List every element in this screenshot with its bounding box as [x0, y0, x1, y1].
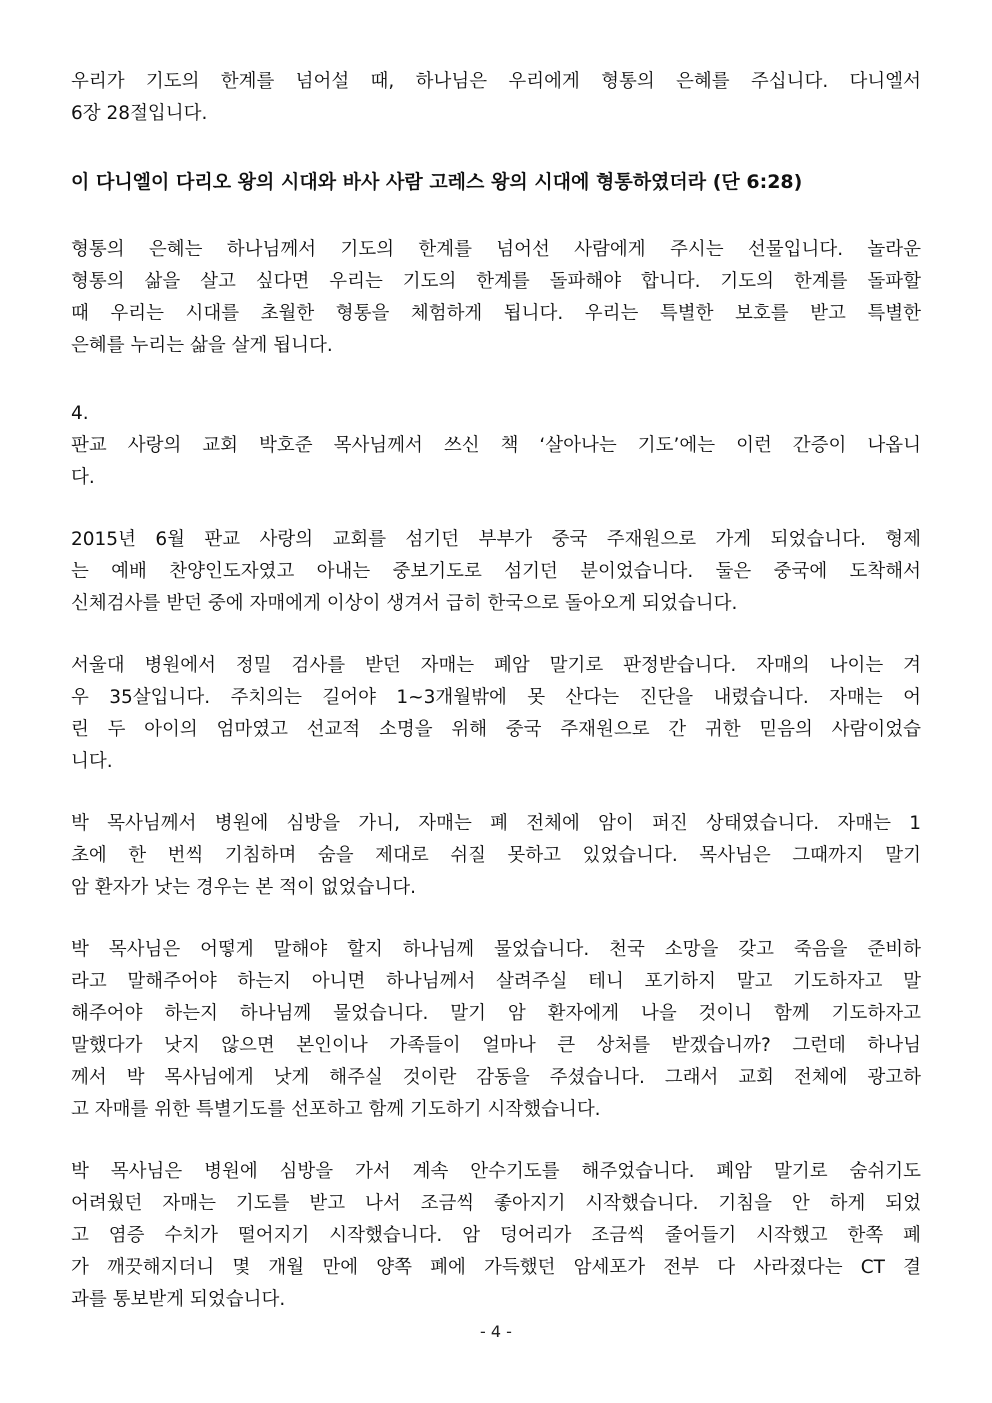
paragraph-couple	[71, 524, 921, 620]
paragraph-book-reference	[71, 430, 921, 494]
text-line: 2015년 6월 판교 사랑의 교회를 섬기던 부부가 중국 주재원으로 가게 되었습니다. 형제	[71, 529, 921, 550]
paragraph-grace	[71, 234, 921, 362]
text-line: 께서 박 목사님에게 낫게 해주실 것이란 감동을 주셨습니다. 그래서 교회 전체에 광고하	[71, 1067, 921, 1088]
text-line: 박 목사님은 병원에 심방을 가서 계속 안수기도를 해주었습니다. 폐암 말기로 숨쉬기도	[71, 1161, 921, 1182]
text-line: 말했다가 낫지 않으면 본인이나 가족들이 얼마나 큰 상처를 받겠습니까? 그런데 하나님	[71, 1035, 921, 1056]
text-line: 때 우리는 시대를 초월한 형통을 체험하게 됩니다. 우리는 특별한 보호를 받고 특별한	[71, 303, 921, 324]
text-line: 형통의 은혜는 하나님께서 기도의 한계를 넘어선 사람에게 주시는 선물입니다. 놀라운	[71, 239, 921, 260]
paragraph-visit	[71, 808, 921, 904]
document-page	[71, 66, 921, 1316]
text-line: 박 목사님은 어떻게 말해야 할지 하나님께 물었습니다. 천국 소망을 갖고 죽음을 준비하	[71, 939, 921, 960]
text-line: 린 두 아이의 엄마였고 선교적 소명을 위해 중국 주재원으로 간 귀한 믿음의 사람이었습	[71, 719, 921, 740]
paragraph-intro	[71, 66, 921, 130]
text-line: 6장 28절입니다.	[71, 103, 208, 124]
text-line: 니다.	[71, 751, 113, 772]
paragraph-diagnosis	[71, 650, 921, 778]
text-line: 우리가 기도의 한계를 넘어설 때, 하나님은 우리에게 형통의 은혜를 주십니다. 다니엘서	[71, 71, 921, 92]
text-line: 어려웠던 자매는 기도를 받고 나서 조금씩 좋아지기 시작했습니다. 기침을 안 하게 되었	[71, 1193, 921, 1214]
section-number: 4.	[71, 403, 89, 424]
text-line: 형통의 삶을 살고 싶다면 우리는 기도의 한계를 돌파해야 합니다. 기도의 한계를 돌파할	[71, 271, 921, 292]
text-line: 해주어야 하는지 하나님께 물었습니다. 말기 암 환자에게 나을 것이니 함께 기도하자고	[71, 1003, 921, 1024]
text-line: 은혜를 누리는 삶을 살게 됩니다.	[71, 335, 333, 356]
text-line: 라고 말해주어야 하는지 아니면 하나님께서 살려주실 테니 포기하지 말고 기도하자고 말	[71, 971, 921, 992]
text-line: 고 염증 수치가 떨어지기 시작했습니다. 암 덩어리가 조금씩 줄어들기 시작했고 한쪽 폐	[71, 1225, 921, 1246]
text-line: 판교 사랑의 교회 박호준 목사님께서 쓰신 책 ‘살아나는 기도’에는 이런 간증이 나옵니	[71, 435, 921, 456]
text-line: 우 35살입니다. 주치의는 길어야 1~3개월밖에 못 산다는 진단을 내렸습니다. 자매는 어	[71, 687, 921, 708]
text-line: 신체검사를 받던 중에 자매에게 이상이 생겨서 급히 한국으로 돌아오게 되었습니다.	[71, 593, 738, 614]
paragraph-healing	[71, 1156, 921, 1316]
text-line: 초에 한 번씩 기침하며 숨을 제대로 쉬질 못하고 있었습니다. 목사님은 그때까지 말기	[71, 845, 921, 866]
scripture-verse: 이 다니엘이 다리오 왕의 시대와 바사 사람 고레스 왕의 시대에 형통하였더라 (단 6:28)	[71, 171, 803, 193]
text-line: 박 목사님께서 병원에 심방을 가니, 자매는 폐 전체에 암이 퍼진 상태였습니다. 자매는 1	[71, 813, 921, 834]
text-line: 고 자매를 위한 특별기도를 선포하고 함께 기도하기 시작했습니다.	[71, 1099, 601, 1120]
text-line: 는 예배 찬양인도자였고 아내는 중보기도로 섬기던 분이었습니다. 둘은 중국에 도착해서	[71, 561, 921, 582]
paragraph-prayer	[71, 934, 921, 1126]
text-line: 서울대 병원에서 정밀 검사를 받던 자매는 폐암 말기로 판정받습니다. 자매의 나이는 겨	[71, 655, 921, 676]
text-line: 가 깨끗해지더니 몇 개월 만에 양쪽 폐에 가득했던 암세포가 전부 다 사라졌다는 CT 결	[71, 1257, 921, 1278]
text-line: 암 환자가 낫는 경우는 본 적이 없었습니다.	[71, 877, 416, 898]
text-line: 다.	[71, 467, 95, 488]
page-number: - 4 -	[480, 1322, 512, 1341]
text-line: 과를 통보받게 되었습니다.	[71, 1289, 286, 1310]
